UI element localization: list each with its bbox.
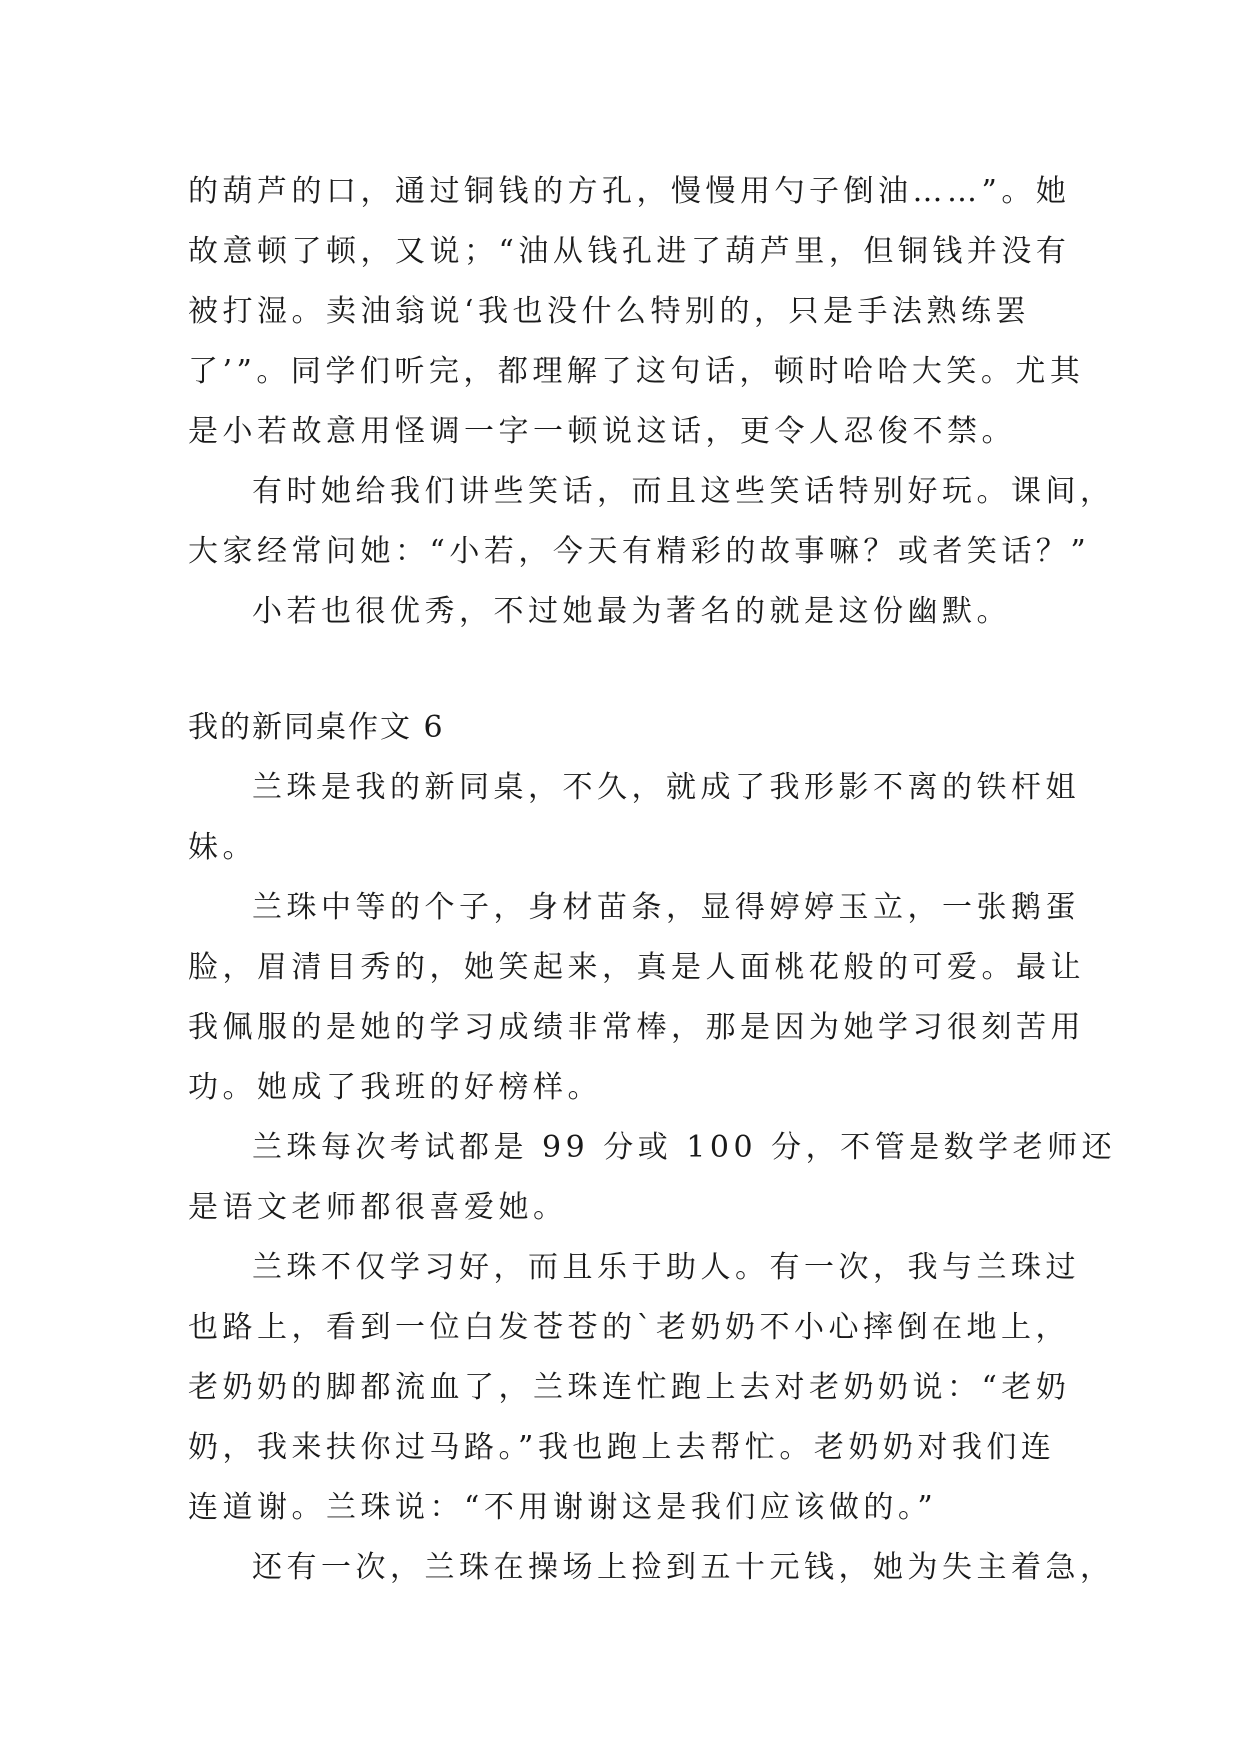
text-line: 是语文老师都很喜爱她。 [188, 1190, 568, 1225]
text-line: 被打湿。卖油翁说‘我也没什么特别的，只是手法熟练罢 [188, 294, 1031, 329]
text-line: 有时她给我们讲些笑话，而且这些笑话特别好玩。课间， [252, 474, 1115, 509]
text-line: 还有一次，兰珠在操场上捡到五十元钱，她为失主着急， [252, 1550, 1115, 1585]
text-line: 大家经常问她：“小若，今天有精彩的故事嘛？或者笑话？” [188, 534, 1091, 569]
text-line: 是小若故意用怪调一字一顿说这话，更令人忍俊不禁。 [188, 414, 1016, 449]
text-line: 也路上，看到一位白发苍苍的`老奶奶不小心摔倒在地上， [188, 1310, 1070, 1345]
text-line: 脸，眉清目秀的，她笑起来，真是人面桃花般的可爱。最让 [188, 950, 1085, 985]
text-line: 老奶奶的脚都流血了，兰珠连忙跑上去对老奶奶说：“老奶 [188, 1370, 1071, 1405]
text-line: 连道谢。兰珠说：“不用谢谢这是我们应该做的。” [188, 1490, 938, 1525]
text-line: 兰珠不仅学习好，而且乐于助人。有一次，我与兰珠过 [252, 1250, 1080, 1285]
text-line: 功。她成了我班的好榜样。 [188, 1070, 602, 1105]
text-line: 了’”。同学们听完，都理解了这句话，顿时哈哈大笑。尤其 [188, 354, 1085, 389]
essay-title: 我的新同桌作文 6 [188, 710, 445, 745]
text-line: 兰珠每次考试都是 99 分或 100 分，不管是数学老师还 [252, 1130, 1117, 1165]
text-line: 兰珠是我的新同桌，不久，就成了我形影不离的铁杆姐 [252, 770, 1080, 805]
text-line: 故意顿了顿，又说；“油从钱孔进了葫芦里，但铜钱并没有 [188, 234, 1071, 269]
text-line: 的葫芦的口，通过铜钱的方孔，慢慢用勺子倒油……”。她 [188, 174, 1071, 209]
text-line: 兰珠中等的个子，身材苗条，显得婷婷玉立，一张鹅蛋 [252, 890, 1080, 925]
document-page [188, 162, 1117, 1598]
text-line: 我佩服的是她的学习成绩非常棒，那是因为她学习很刻苦用 [188, 1010, 1085, 1045]
text-line: 妹。 [188, 830, 257, 865]
text-line: 奶，我来扶你过马路。”我也跑上去帮忙。老奶奶对我们连 [188, 1430, 1056, 1465]
text-line: 小若也很优秀，不过她最为著名的就是这份幽默。 [252, 594, 1011, 629]
